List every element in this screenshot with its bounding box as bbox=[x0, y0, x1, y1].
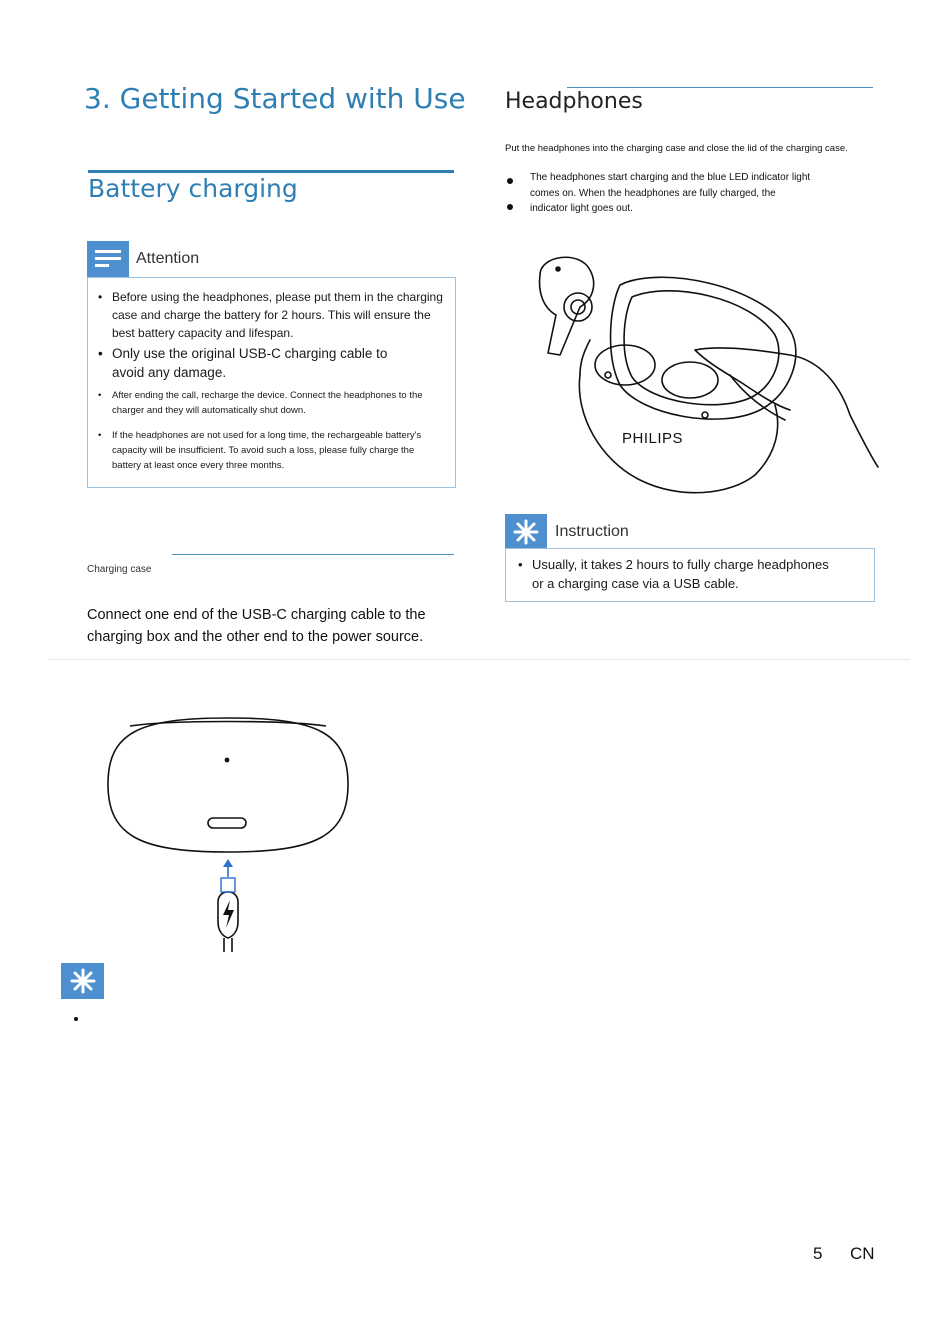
note-icon bbox=[87, 241, 129, 277]
headphones-bullet-1: The headphones start charging and the blue LED indicator light comes on. When the headphones are fully charged, the bbox=[530, 172, 811, 199]
instruction-item: • Usually, it takes 2 hours to fully charge headphones or a charging case via a USB cable. bbox=[516, 555, 832, 593]
battery-divider bbox=[88, 170, 454, 173]
charging-case-divider bbox=[172, 554, 454, 555]
asterisk-icon bbox=[61, 963, 104, 999]
instruction-box bbox=[505, 548, 875, 602]
headphones-divider bbox=[567, 87, 873, 88]
attention-item: • Before using the headphones, please put them in the charging case and charge the battery for 2 hours. This will ensure the best battery capacity and lifespan. bbox=[96, 288, 445, 342]
charging-case-illustration bbox=[100, 712, 356, 957]
charging-case-text: Connect one end of the USB-C charging cable to the charging box and the other end to the power source. bbox=[87, 607, 426, 645]
arrow-up-icon bbox=[221, 859, 235, 892]
attention-item: • If the headphones are not used for a long time, the rechargeable battery's capacity will be insufficient. To avoid such a loss, please fully charge the battery at least once every three months. bbox=[96, 428, 445, 473]
headphones-intro: Put the headphones into the charging case and close the lid of the charging case. bbox=[505, 143, 848, 154]
asterisk-icon bbox=[505, 514, 547, 550]
section-title: 3. Getting Started with Use bbox=[84, 82, 466, 115]
bullet bbox=[507, 204, 513, 210]
attention-box bbox=[87, 277, 456, 488]
battery-title: Battery charging bbox=[88, 174, 298, 203]
headphones-title: Headphones bbox=[505, 89, 643, 114]
earbuds-case-illustration bbox=[520, 245, 880, 505]
language-code: CN bbox=[850, 1244, 875, 1263]
headphones-bullet-2: indicator light goes out. bbox=[530, 203, 633, 214]
charging-case-label: Charging case bbox=[87, 564, 152, 575]
page-separator bbox=[48, 659, 910, 660]
bullet bbox=[507, 178, 513, 184]
page-number: 5 bbox=[813, 1244, 823, 1263]
attention-item: • After ending the call, recharge the device. Connect the headphones to the charger and they will automatically shut down. bbox=[96, 388, 445, 418]
empty-bullet bbox=[74, 1017, 78, 1021]
usb-charge-icon bbox=[223, 900, 234, 928]
instruction-label: Instruction bbox=[555, 523, 629, 540]
attention-label: Attention bbox=[136, 250, 200, 267]
attention-item: • Only use the original USB-C charging cable to avoid any damage. bbox=[96, 344, 402, 382]
brand-label: PHILIPS bbox=[622, 430, 684, 447]
